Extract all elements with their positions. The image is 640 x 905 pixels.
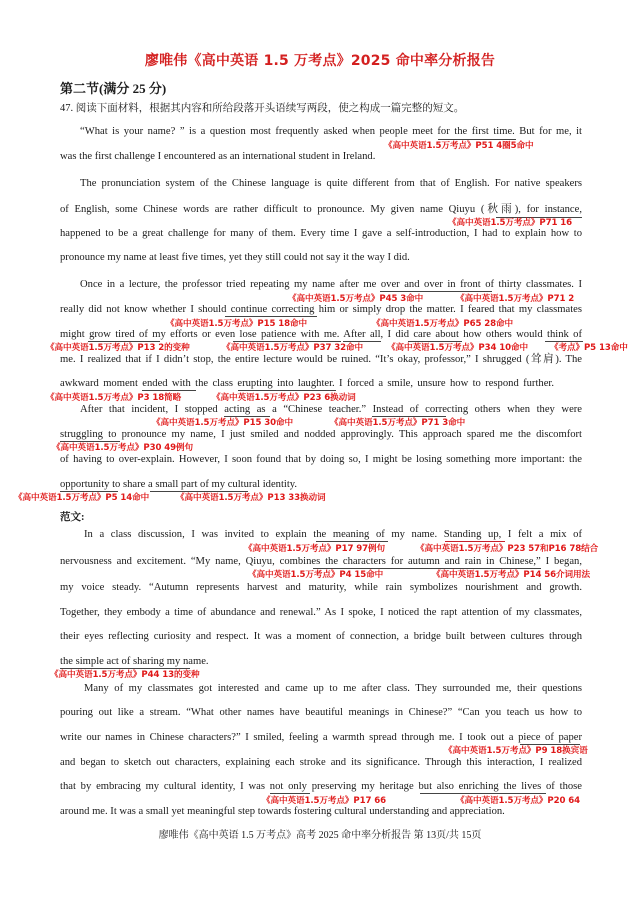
passage-line: me. I realized that if I didn’t stop, the entire lecture would be ruined. “It’s okay, professor,” I shrugged (耸肩). The (60, 354, 582, 365)
annotation-note: 《高中英语1.5万考点》P71 16 (448, 218, 572, 228)
passage-line: opportunity to share a small part of my cultural identity. (60, 479, 298, 490)
essay-line: pouring out like a stream. “What other names have beautiful meanings in Chinese?” “Can you teach us how to (60, 707, 582, 718)
essay-line: around me. It was a small yet meaningful step towards fostering cultural understanding and appreciation. (60, 806, 505, 817)
annotation-note: 《高中英语1.5万考点》P71 2 (456, 294, 575, 304)
passage-line: really did not know whether I should continue correcting him or simply drop the matter. I feared that my classmates (60, 304, 582, 315)
annotation-note: 《高中英语1.5万考点》P23 57和P16 78结合 (416, 544, 599, 554)
annotation-note: 《高中英语1.5万考点》P30 49例句 (52, 443, 193, 453)
essay-line: and began to sketch out characters, explaining each stroke and its significance. Through this interaction, I realized (60, 757, 582, 768)
annotation-note: 《高中英语1.5万考点》P37 32命中 (222, 343, 363, 353)
page-footer: 廖唯伟《高中英语 1.5 万考点》高考 2025 命中率分析报告 第 13页/共 15页 (158, 830, 482, 841)
annotation-note: 《高中英语1.5万考点》P5 14命中 (14, 493, 150, 503)
essay-line: In a class discussion, I was invited to explain the meaning of my name. Standing up, I felt a mix of (84, 529, 582, 540)
annotation-note: 《高中英语1.5万考点》P14 56介词用法 (432, 570, 590, 580)
essay-line: Together, they embody a time of abundance and renewal.” As I spoke, I noticed the rapt attention of my classmates, (60, 607, 582, 618)
annotation-note: 《高中英语1.5万考点》P3 18简略 (46, 393, 182, 403)
annotation-note: 《高中英语1.5万考点》P44 13的变种 (50, 670, 200, 680)
annotation-note: 《高中英语1.5万考点》P13 33换动词 (176, 493, 326, 503)
essay-line: nervousness and excitement. “My name, Qiuyu, combines the characters for autumn and rain in Chinese,” I began, (60, 556, 582, 567)
passage-line: struggling to pronounce my name, I just smiled and nodded approvingly. This approach spared me the discomfort (60, 429, 582, 440)
passage-line: pronounce my name at least five times, yet they still could not say it the way I did. (60, 252, 410, 263)
passage-line: awkward moment ended with the class erupting into laughter. I forced a smile, unsure how to respond further. (60, 378, 554, 389)
essay-line: that by embracing my cultural identity, I was not only preserving my heritage but also enriching the lives of those (60, 781, 582, 792)
annotation-note: 《高中英语1.5万考点》P20 64 (456, 796, 580, 806)
passage-line: of having to over-explain. However, I soon found that by doing so, I might be losing something more important: the (60, 454, 582, 465)
passage-line: happened to be a great challenge for many of them. Every time I gave a self-introduction, I had to explain how to (60, 228, 582, 239)
passage-line: “What is your name? ” is a question most frequently asked when people meet for the first time. But for me, it (80, 126, 582, 137)
essay-line: my voice steady. “Autumn represents harvest and maturity, while rain symbolizes nourishment and growth. (60, 582, 582, 593)
essay-line: the simple act of sharing my name. (60, 656, 209, 667)
annotation-note: 《高中英语1.5万考点》P9 18换宾语 (444, 746, 588, 756)
essay-line: write our names in Chinese characters?” I smiled, feeling a warmth spread through me. I took out a piece of paper (60, 732, 582, 743)
section-heading: 第二节(满分 25 分) (60, 81, 167, 96)
passage-line: of English, some Chinese words are rather difficult to pronounce. My given name Qiuyu (秋雨), for instance, (60, 204, 582, 215)
report-title: 廖唯伟《高中英语 1.5 万考点》2025 命中率分析报告 (144, 53, 496, 69)
annotation-note: 《高中英语1.5万考点》P71 3命中 (330, 418, 466, 428)
annotation-note: 《高中英语1.5万考点》P45 3命中 (288, 294, 424, 304)
essay-line: Many of my classmates got interested and came up to me after class. They surrounded me, their questions (84, 683, 582, 694)
question-prompt: 47. 阅读下面材料，根据其内容和所给段落开头语续写两段，使之构成一篇完整的短文。 (60, 103, 465, 114)
annotation-note: 《高中英语1.5万考点》P13 2的变种 (46, 343, 190, 353)
annotation-note: 《高中英语1.5万考点》P51 4圈5命中 (384, 141, 534, 151)
annotation-note: 《高中英语1.5万考点》P23 6换动词 (212, 393, 356, 403)
annotation-note: 《高中英语1.5万考点》P17 66 (262, 796, 386, 806)
annotation-note: 《高中英语1.5万考点》P15 30命中 (152, 418, 293, 428)
annotation-note: 《高中英语1.5万考点》P15 18命中 (166, 319, 307, 329)
annotation-note: 《考点》P5 13命中 (550, 343, 628, 353)
passage-line: was the first challenge I encountered as an international student in Ireland. (60, 151, 376, 162)
passage-line: After that incident, I stopped acting as a “Chinese teacher.” Instead of correcting others when they were (80, 404, 582, 415)
passage-line: might grow tired of my efforts or even lose patience with me. After all, I did care about how others would think of (60, 329, 582, 340)
annotation-note: 《高中英语1.5万考点》P34 10命中 (387, 343, 528, 353)
essay-line: their eyes reflecting curiosity and respect. It was a moment of connection, a bridge built between cultures through (60, 631, 582, 642)
annotation-note: 《高中英语1.5万考点》P65 28命中 (372, 319, 513, 329)
passage-line: The pronunciation system of the Chinese language is quite different from that of English. For native speakers (80, 178, 582, 189)
annotation-note: 《高中英语1.5万考点》P4 15命中 (248, 570, 384, 580)
annotation-note: 《高中英语1.5万考点》P17 97例句 (244, 544, 385, 554)
passage-line: Once in a lecture, the professor tried repeating my name after me over and over in front of thirty classmates. I (80, 279, 582, 290)
sample-essay-label: 范文: (60, 512, 85, 523)
